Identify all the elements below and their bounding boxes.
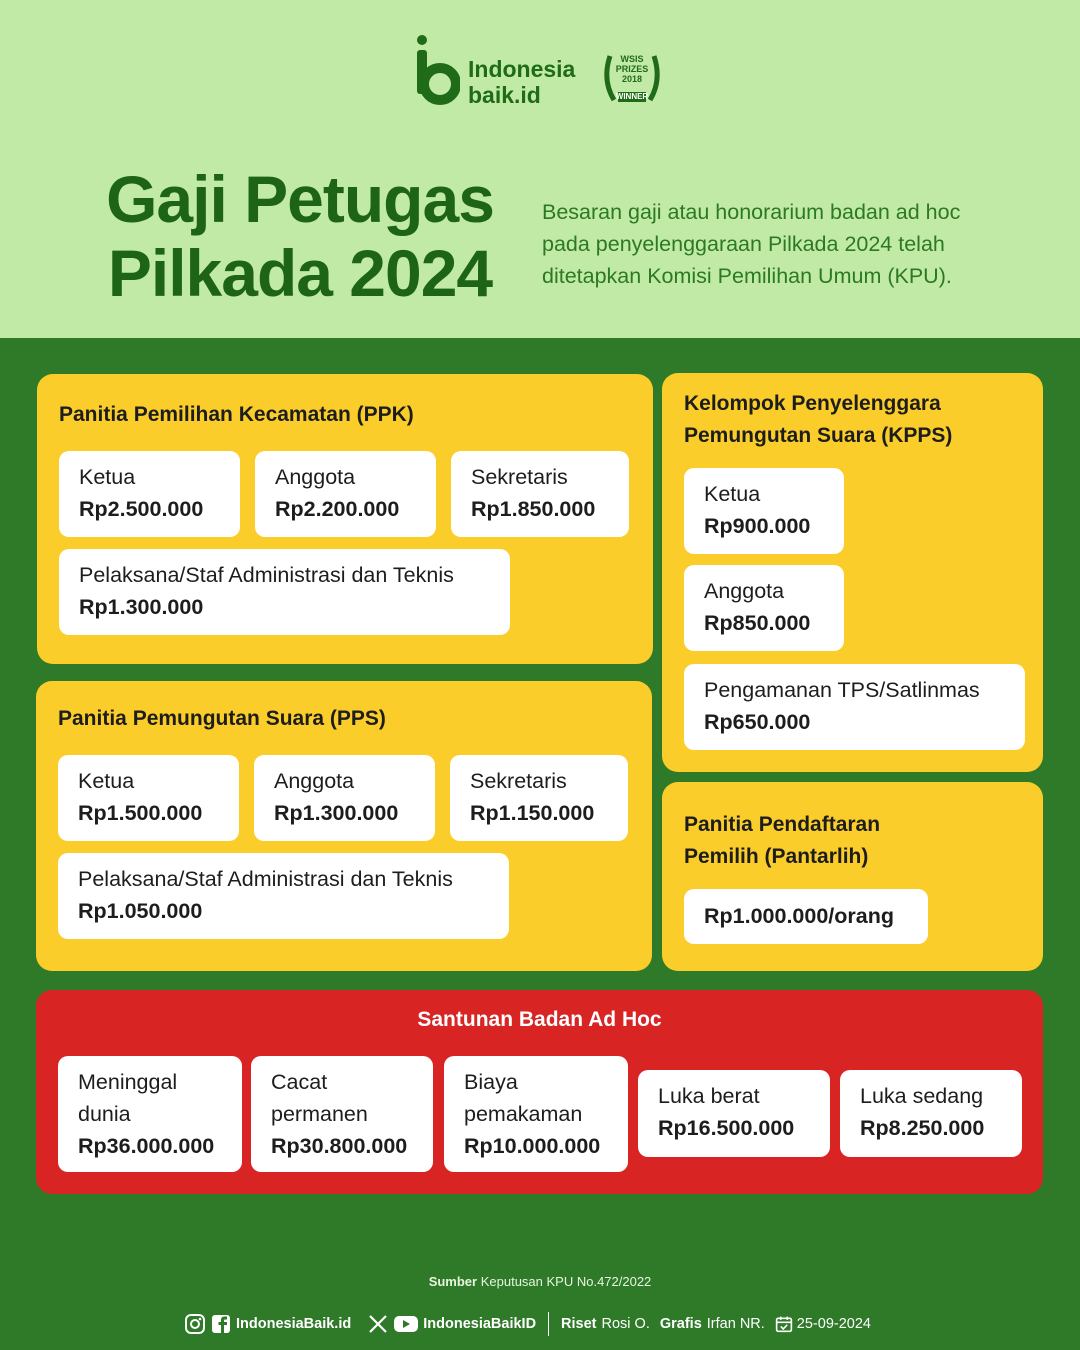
card-label: Anggota	[704, 579, 785, 603]
card-label: Ketua	[704, 482, 761, 506]
santunan-luka-sedang-card	[840, 1070, 1022, 1157]
card-label: Pelaksana/Staf Administrasi dan Teknis	[78, 867, 453, 891]
pantarlih-value-card	[684, 889, 928, 944]
header-section	[0, 0, 1080, 338]
page-subtitle: Besaran gaji atau honorarium badan ad hoc pada penyelenggaraan Pilkada 2024 telah ditetapkan Komisi Pemilihan Umum (KPU).	[542, 200, 961, 288]
kpps-panel	[662, 373, 1043, 772]
card-label: Sekretaris	[470, 769, 567, 793]
kpps-pengamanan-card	[684, 664, 1025, 750]
pantarlih-title	[684, 809, 880, 873]
kpps-title-line1: Kelompok Penyelenggara	[684, 392, 941, 415]
card-value: Rp30.800.000	[271, 1134, 408, 1158]
facebook-icon[interactable]	[210, 1313, 232, 1335]
ppk-anggota-card	[255, 451, 436, 537]
footer-date: 25-09-2024	[796, 1316, 871, 1332]
card-value: Rp1.000.000/orang	[704, 904, 895, 928]
brand-name-line1: Indonesia	[468, 56, 576, 82]
card-label-line1: Biaya	[464, 1070, 518, 1094]
card-value: Rp16.500.000	[658, 1116, 795, 1140]
card-label: Ketua	[79, 465, 136, 489]
card-label-line2: dunia	[78, 1102, 131, 1126]
pantarlih-title-line2: Pemilih (Pantarlih)	[684, 845, 869, 868]
award-line1: WSIS	[620, 54, 644, 64]
card-value: Rp900.000	[704, 514, 811, 538]
wsis-award-badge	[600, 48, 664, 112]
pantarlih-title-line1: Panitia Pendaftaran	[684, 813, 881, 836]
ppk-title: Panitia Pemilihan Kecamatan (PPK)	[59, 403, 414, 426]
page-title	[80, 162, 520, 310]
youtube-icon[interactable]	[393, 1313, 419, 1335]
brand-name	[468, 56, 575, 108]
source-text: Keputusan KPU No.472/2022	[480, 1274, 652, 1289]
riset-label: Riset	[561, 1316, 597, 1332]
indonesiabaik-logo-icon	[414, 34, 460, 106]
page-title-line1: Gaji Petugas	[106, 162, 494, 236]
x-twitter-icon[interactable]	[367, 1313, 389, 1335]
riset-name: Rosi O.	[601, 1316, 650, 1332]
footer-handle-1[interactable]: IndonesiaBaik.id	[236, 1316, 352, 1332]
santunan-cacat-card	[251, 1056, 433, 1172]
santunan-luka-berat-card	[638, 1070, 830, 1157]
santunan-panel	[36, 990, 1043, 1194]
footer	[184, 1311, 871, 1337]
card-value: Rp8.250.000	[860, 1116, 985, 1140]
card-label: Anggota	[274, 769, 355, 793]
award-line3: 2018	[621, 74, 643, 84]
card-value: Rp10.000.000	[464, 1134, 601, 1158]
card-value: Rp1.300.000	[79, 595, 204, 619]
footer-divider	[548, 1312, 549, 1336]
card-value: Rp36.000.000	[78, 1134, 215, 1158]
card-label-line1: Cacat	[271, 1070, 328, 1094]
pps-anggota-card	[254, 755, 435, 841]
pps-panel	[36, 681, 652, 971]
card-value: Rp650.000	[704, 710, 811, 734]
card-label-line2: pemakaman	[464, 1102, 583, 1126]
card-value: Rp1.150.000	[470, 801, 595, 825]
wsis-award-text	[600, 48, 664, 102]
ppk-panel	[37, 374, 653, 664]
pps-title: Panitia Pemungutan Suara (PPS)	[58, 707, 386, 730]
card-value: Rp1.050.000	[78, 899, 203, 923]
santunan-title: Santunan Badan Ad Hoc	[417, 1008, 662, 1031]
source-note	[0, 1272, 1080, 1292]
kpps-title-line2: Pemungutan Suara (KPPS)	[684, 424, 953, 447]
santunan-meninggal-card	[58, 1056, 242, 1172]
pps-ketua-card	[58, 755, 239, 841]
brand-logo[interactable]	[414, 34, 674, 118]
grafis-name: Irfan NR.	[706, 1316, 765, 1332]
brand-name-line2: baik.id	[468, 82, 541, 108]
ppk-sekretaris-card	[451, 451, 629, 537]
card-label: Anggota	[275, 465, 356, 489]
card-value: Rp1.300.000	[274, 801, 399, 825]
ppk-pelaksana-card	[59, 549, 510, 635]
card-label: Pengamanan TPS/Satlinmas	[704, 678, 980, 702]
award-line2: PRIZES	[615, 64, 649, 74]
pps-pelaksana-card	[58, 853, 509, 939]
card-label: Sekretaris	[471, 465, 568, 489]
calendar-icon	[775, 1315, 793, 1333]
kpps-anggota-card	[684, 565, 844, 651]
page-title-line2: Pilkada 2024	[107, 236, 493, 310]
award-line4: WINNER	[615, 92, 649, 101]
card-value: Rp2.200.000	[275, 497, 400, 521]
pantarlih-panel	[662, 782, 1043, 971]
card-value: Rp2.500.000	[79, 497, 204, 521]
ppk-ketua-card	[59, 451, 240, 537]
card-value: Rp850.000	[704, 611, 811, 635]
santunan-biaya-card	[444, 1056, 628, 1172]
grafis-label: Grafis	[659, 1316, 702, 1332]
source-label: Sumber	[428, 1274, 478, 1289]
instagram-icon[interactable]	[184, 1313, 206, 1335]
card-label: Ketua	[78, 769, 135, 793]
card-label-line2: permanen	[271, 1102, 368, 1126]
kpps-title	[684, 388, 952, 452]
card-value: Rp1.500.000	[78, 801, 203, 825]
footer-handle-2[interactable]: IndonesiaBaikID	[423, 1316, 537, 1332]
card-label: Luka sedang	[860, 1084, 984, 1108]
card-label: Luka berat	[658, 1084, 760, 1108]
card-label-line1: Meninggal	[78, 1070, 178, 1094]
card-label: Pelaksana/Staf Administrasi dan Teknis	[79, 563, 454, 587]
kpps-ketua-card	[684, 468, 844, 554]
card-value: Rp1.850.000	[471, 497, 596, 521]
pps-sekretaris-card	[450, 755, 628, 841]
